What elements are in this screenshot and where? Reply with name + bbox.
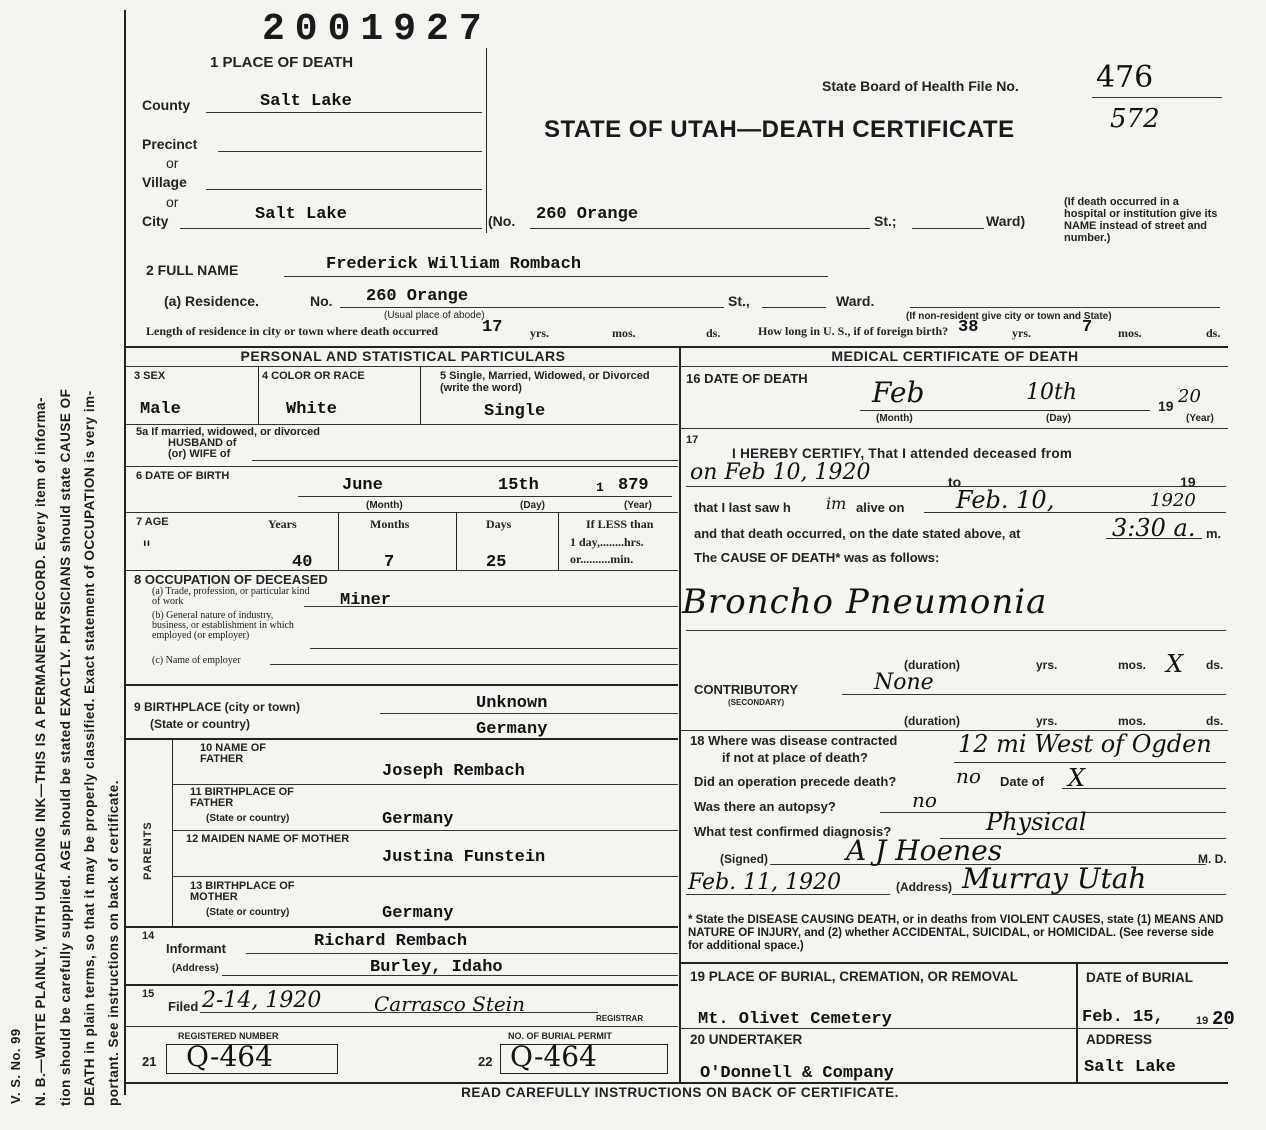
- undertaker-address-label: ADDRESS: [1086, 1032, 1153, 1047]
- father-birthplace-sub: (State or country): [206, 813, 290, 824]
- burial-date-value: Feb. 15,: [1082, 1008, 1164, 1027]
- county-value: Salt Lake: [260, 92, 352, 111]
- mother-name-value: Justina Funstein: [382, 848, 546, 867]
- read-instructions-footer: READ CAREFULLY INSTRUCTIONS ON BACK OF CERTIFICATE.: [461, 1085, 899, 1100]
- file-no-value: 476: [1096, 60, 1154, 95]
- informant-address-value: Burley, Idaho: [370, 958, 503, 977]
- death-occurred-label: and that death occurred, on the date stated above, at: [694, 526, 1021, 541]
- burial-date-label: DATE of BURIAL: [1086, 970, 1193, 985]
- us-length-label: How long in U. S., if of foreign birth?: [758, 324, 949, 338]
- full-name-label: 2 FULL NAME: [146, 262, 239, 278]
- contributory-yrs-label: yrs.: [1036, 714, 1058, 728]
- informant-address-label: (Address): [172, 963, 219, 974]
- date-of-death-label: 16 DATE OF DEATH: [686, 371, 808, 386]
- physician-signature: A J Hoenes: [846, 834, 1003, 867]
- side-instructions-line3: DEATH in plain terms, so that it may be properly classified. Exact statement of OCCUPATION is very im-: [82, 390, 97, 1106]
- ward-label: Ward): [986, 213, 1026, 229]
- burial-year-value: 20: [1212, 1008, 1235, 1030]
- dob-year: 879: [618, 476, 649, 495]
- side-instructions-line2: tion should be carefully supplied. AGE should be stated EXACTLY. PHYSICIANS should state CAUSE OF: [58, 388, 73, 1106]
- age-mark: ": [142, 536, 152, 560]
- us-years: 38: [958, 318, 979, 337]
- dod-year: 20: [1178, 386, 1201, 407]
- less-label-1: If LESS than: [586, 517, 654, 531]
- contributory-label: CONTRIBUTORY: [694, 682, 798, 697]
- last-saw-year: 1920: [1150, 490, 1196, 511]
- age-label: 7 AGE: [136, 516, 169, 528]
- street-st-label: St.;: [874, 213, 897, 229]
- length-yrs-label: yrs.: [530, 326, 549, 340]
- occupation-a-label: (a) Trade, profession, or particular kind of work: [152, 586, 310, 607]
- dob-year-prefix: 1: [596, 480, 604, 495]
- dob-month-caption: (Month): [366, 500, 403, 511]
- age-years-label: Years: [268, 517, 297, 531]
- residence-st-label: St.,: [728, 293, 750, 309]
- age-months-value: 7: [384, 553, 395, 572]
- dod-month: Feb: [872, 376, 925, 409]
- us-mos-label: mos.: [1118, 326, 1142, 340]
- test-label: What test confirmed diagnosis?: [694, 824, 892, 839]
- occupation-value: Miner: [340, 591, 392, 610]
- hospital-note: (If death occurred in a hospital or institution give its NAME instead of street and number.): [1064, 196, 1218, 244]
- field-21: 21: [142, 1054, 157, 1069]
- color-label: 4 COLOR OR RACE: [262, 370, 365, 382]
- place-box-line: [486, 48, 487, 233]
- spouse-label-2: HUSBAND of: [168, 437, 237, 449]
- filed-date: 2-14, 1920: [202, 988, 322, 1013]
- contracted-label-2: if not at place of death?: [722, 750, 868, 765]
- signed-label: (Signed): [720, 852, 768, 866]
- spouse-label-3: (or) WIFE of: [168, 448, 231, 460]
- medical-header: MEDICAL CERTIFICATE OF DEATH: [831, 348, 1079, 364]
- burial-year-prefix: 19: [1196, 1015, 1209, 1027]
- sex-label: 3 SEX: [134, 370, 166, 382]
- operation-date-label: Date of: [1000, 774, 1045, 789]
- us-yrs-label: yrs.: [1012, 326, 1031, 340]
- residence-no-label: No.: [310, 293, 333, 309]
- father-birthplace-value: Germany: [382, 810, 454, 829]
- mother-birthplace-sub: (State or country): [206, 907, 290, 918]
- secondary-label: (SECONDARY): [728, 698, 785, 707]
- personal-header: PERSONAL AND STATISTICAL PARTICULARS: [240, 348, 566, 364]
- death-time: 3:30 a.: [1112, 514, 1196, 542]
- less-label-2: 1 day,........hrs.: [570, 535, 644, 549]
- length-mos-label: mos.: [612, 326, 636, 340]
- occupation-b-label: (b) General nature of industry, business, or establishment in which employed (or employer): [152, 610, 294, 641]
- file-no-label: State Board of Health File No.: [822, 78, 1019, 94]
- side-vs-number: V. S. No. 99: [8, 1028, 23, 1104]
- autopsy-value: no: [912, 788, 937, 812]
- last-saw-date: Feb. 10,: [956, 486, 1055, 514]
- registrar-signature: Carrasco Stein: [374, 992, 525, 1016]
- md-label: M. D.: [1198, 852, 1227, 866]
- marital-value: Single: [484, 402, 546, 421]
- father-name-label: 10 NAME OF FATHER: [200, 742, 267, 765]
- marital-label: 5 Single, Married, Widowed, or Divorced (write the word): [440, 370, 650, 394]
- dob-day-caption: (Day): [520, 500, 546, 511]
- filed-label: Filed: [168, 999, 199, 1014]
- precinct-label: Precinct: [142, 136, 198, 152]
- informant-label: Informant: [166, 941, 226, 956]
- birthplace-state-label: (State or country): [150, 717, 251, 731]
- death-time-m: m.: [1206, 526, 1222, 541]
- mother-name-label: 12 MAIDEN NAME OF MOTHER: [186, 833, 350, 845]
- left-frame-line: [124, 10, 126, 1095]
- cause-yrs-label: yrs.: [1036, 658, 1058, 672]
- certificate-title: STATE OF UTAH—DEATH CERTIFICATE: [544, 116, 1015, 143]
- file-no-extra: 572: [1110, 104, 1160, 134]
- dod-year-prefix: 19: [1158, 398, 1174, 414]
- signed-date: Feb. 11, 1920: [688, 870, 842, 895]
- nonresident-note: (If non-resident give city or town and State): [906, 311, 1112, 322]
- cause-value: Broncho Pneumonia: [682, 582, 1048, 622]
- dod-day: 10th: [1026, 380, 1078, 405]
- usual-place-caption: (Usual place of abode): [384, 310, 485, 321]
- operation-value: no: [956, 764, 981, 788]
- age-days-label: Days: [486, 517, 512, 531]
- cause-ds-label: ds.: [1206, 658, 1224, 672]
- undertaker-label: 20 UNDERTAKER: [690, 1032, 803, 1047]
- occupation-label: 8 OCCUPATION OF DECEASED: [134, 572, 328, 587]
- sex-value: Male: [140, 400, 181, 419]
- dob-year-caption: (Year): [624, 500, 652, 511]
- age-months-label: Months: [370, 517, 410, 531]
- contracted-value: 12 mi West of Ogden: [958, 730, 1212, 758]
- or-label-2: or: [166, 194, 179, 210]
- residence-label: (a) Residence.: [164, 293, 259, 309]
- dob-day: 15th: [498, 476, 539, 495]
- cause-duration-mark: X: [1166, 650, 1184, 678]
- undertaker-address-value: Salt Lake: [1084, 1058, 1176, 1077]
- contracted-label-1: 18 Where was disease contracted: [690, 733, 898, 748]
- side-instructions-line1: N. B.—WRITE PLAINLY, WITH UNFADING INK—THIS IS A PERMANENT RECORD. Every item of informa-: [33, 396, 48, 1106]
- father-name-value: Joseph Rembach: [382, 762, 525, 781]
- certificate-serial: 2001927: [262, 8, 492, 51]
- age-years-value: 40: [292, 553, 313, 572]
- dod-day-caption: (Day): [1046, 413, 1072, 424]
- center-divider: [679, 348, 681, 1084]
- test-value: Physical: [986, 808, 1087, 836]
- cause-footnote: * State the DISEASE CAUSING DEATH, or in deaths from VIOLENT CAUSES, state (1) MEANS AND NATURE OF INJURY, and (2) whether ACCIDENTAL, SUICIDAL, or HOMICIDAL. (See reverse side for additional space.): [688, 914, 1224, 952]
- field-22: 22: [478, 1054, 493, 1069]
- registered-number-label: REGISTERED NUMBER: [178, 1031, 279, 1041]
- mother-birthplace-label: 13 BIRTHPLACE OF MOTHER: [190, 880, 295, 903]
- residence-ward-label: Ward.: [836, 293, 875, 309]
- registered-number-value: Q-464: [186, 1040, 273, 1073]
- undertaker-value: O'Donnell & Company: [700, 1064, 894, 1083]
- mother-birthplace-value: Germany: [382, 904, 454, 923]
- length-residence-yrs: 17: [482, 318, 503, 337]
- length-ds-label: ds.: [706, 326, 721, 340]
- last-saw-pronoun: im: [826, 494, 847, 513]
- registrar-label: REGISTRAR: [596, 1014, 644, 1023]
- alive-on-label: alive on: [856, 500, 905, 515]
- place-of-death-label: 1 PLACE OF DEATH: [210, 54, 354, 71]
- birthplace-label: 9 BIRTHPLACE (city or town): [134, 700, 301, 714]
- birthplace-city: Unknown: [476, 694, 548, 713]
- burial-permit-label: NO. OF BURIAL PERMIT: [508, 1031, 612, 1041]
- father-birthplace-label: 11 BIRTHPLACE OF FATHER: [190, 786, 294, 809]
- city-value: Salt Lake: [255, 205, 347, 224]
- parents-label: PARENTS: [142, 821, 154, 880]
- dod-month-caption: (Month): [876, 413, 913, 424]
- contributory-value: None: [874, 670, 934, 695]
- physician-address-label: (Address): [896, 880, 953, 894]
- last-saw-label: that I last saw h: [694, 500, 791, 515]
- side-instructions-line4: portant. See instructions on back of certificate.: [106, 779, 121, 1106]
- residence-value: 260 Orange: [366, 287, 469, 306]
- length-residence-label: Length of residence in city or town where death occurred: [146, 324, 439, 338]
- informant-number: 14: [142, 930, 155, 942]
- informant-value: Richard Rembach: [314, 932, 468, 951]
- street-value: 260 Orange: [536, 205, 639, 224]
- certify-label: I HEREBY CERTIFY, That I attended deceased from: [732, 446, 1073, 461]
- cause-duration-label: (duration): [904, 658, 960, 672]
- age-days-value: 25: [486, 553, 507, 572]
- burial-place-value: Mt. Olivet Cemetery: [698, 1010, 892, 1029]
- full-name-value: Frederick William Rombach: [326, 255, 582, 274]
- operation-label: Did an operation precede death?: [694, 774, 897, 789]
- filed-number: 15: [142, 988, 155, 1000]
- birthplace-country: Germany: [476, 720, 548, 739]
- operation-date-value: X: [1068, 764, 1086, 792]
- us-months: 7: [1082, 318, 1093, 337]
- dod-year-caption: (Year): [1186, 413, 1214, 424]
- city-label: City: [142, 213, 169, 229]
- contributory-ds-label: ds.: [1206, 714, 1224, 728]
- village-label: Village: [142, 174, 187, 190]
- burial-place-label: 19 PLACE OF BURIAL, CREMATION, OR REMOVAL: [690, 969, 1019, 984]
- us-ds-label: ds.: [1206, 326, 1221, 340]
- street-no-label: (No.: [488, 213, 516, 229]
- attended-to-year: 19: [1180, 474, 1196, 490]
- dob-label: 6 DATE OF BIRTH: [136, 470, 230, 482]
- contributory-duration-label: (duration): [904, 714, 960, 728]
- dob-month: June: [342, 476, 383, 495]
- contributory-mos-label: mos.: [1118, 714, 1147, 728]
- attended-to-label: to: [948, 474, 962, 490]
- autopsy-label: Was there an autopsy?: [694, 799, 836, 814]
- cause-mos-label: mos.: [1118, 658, 1147, 672]
- attended-from: on Feb 10, 1920: [690, 460, 871, 485]
- spouse-label-1: 5a If married, widowed, or divorced: [136, 426, 320, 438]
- less-label-3: or..........min.: [570, 552, 634, 566]
- physician-address-value: Murray Utah: [962, 862, 1147, 895]
- occupation-c-label: (c) Name of employer: [152, 655, 241, 666]
- burial-permit-value: Q-464: [510, 1040, 597, 1073]
- color-value: White: [286, 400, 338, 419]
- or-label-1: or: [166, 155, 179, 171]
- field-17: 17: [686, 434, 699, 446]
- county-label: County: [142, 97, 191, 113]
- cause-label: The CAUSE OF DEATH* was as follows:: [694, 550, 940, 565]
